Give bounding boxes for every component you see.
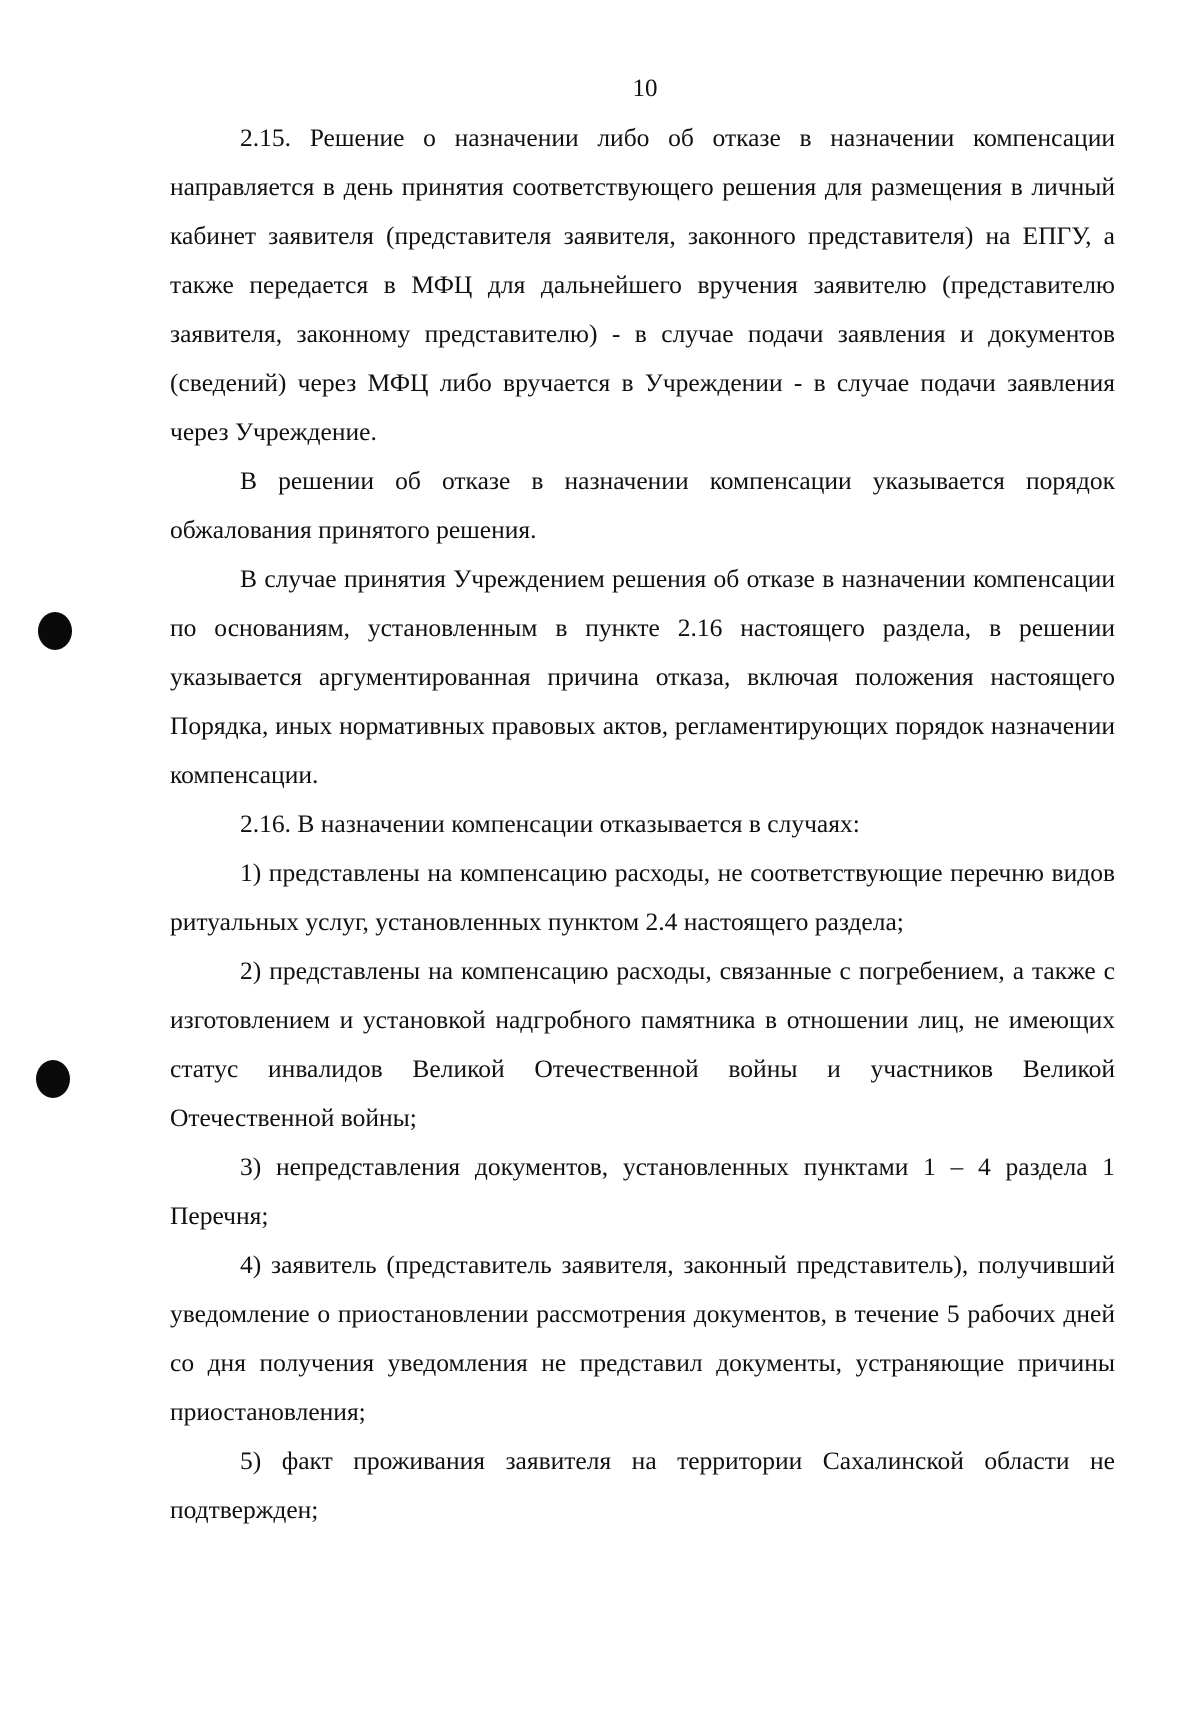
document-body [170,113,1115,1534]
list-item-5: 5) факт проживания заявителя на территории Сахалинской области не подтвержден; [170,1446,1115,1524]
list-item-4: 4) заявитель (представитель заявителя, законный представитель), получивший уведомление о приостановлении рассмотрения документов, в течение 5 рабочих дней со дня получения уведомления не представил документы, устраняющие причины приостановления; [170,1250,1115,1426]
paragraph-refusal-reason: В случае принятия Учреждением решения об отказе в назначении компенсации по основаниям, установленным в пункте 2.16 настоящего раздела, в решении указывается аргументированная причина отказа, включая положения настоящего Порядка, иных нормативных правовых актов, регламентирующих порядок назначении компенсации. [170,564,1115,789]
punch-hole-mark [38,612,72,650]
punch-hole-mark [36,1060,70,1098]
paragraph-2-15: 2.15. Решение о назначении либо об отказе в назначении компенсации направляется в день принятия соответствующего решения для размещения в личный кабинет заявителя (представителя заявителя, законного представителя) на ЕПГУ, а также передается в МФЦ для дальнейшего вручения заявителю (представителю заявителя, законному представителю) - в случае подачи заявления и документов (сведений) через МФЦ либо вручается в Учреждении - в случае подачи заявления через Учреждение. [170,123,1115,446]
paragraph-2-16-heading: 2.16. В назначении компенсации отказывается в случаях: [240,809,860,838]
list-item-3: 3) непредставления документов, установленных пунктами 1 – 4 раздела 1 Перечня; [170,1152,1115,1230]
page-number: 10 [632,75,658,102]
list-item-2: 2) представлены на компенсацию расходы, связанные с погребением, а также с изготовлением и установкой надгробного памятника в отношении лиц, не имеющих статус инвалидов Великой Отечественной войны и участников Великой Отечественной войны; [170,956,1115,1132]
list-item-1: 1) представлены на компенсацию расходы, не соответствующие перечню видов ритуальных услуг, установленных пунктом 2.4 настоящего раздела; [170,858,1115,936]
paragraph-refusal-appeal: В решении об отказе в назначении компенсации указывается порядок обжалования принятого решения. [170,466,1115,544]
